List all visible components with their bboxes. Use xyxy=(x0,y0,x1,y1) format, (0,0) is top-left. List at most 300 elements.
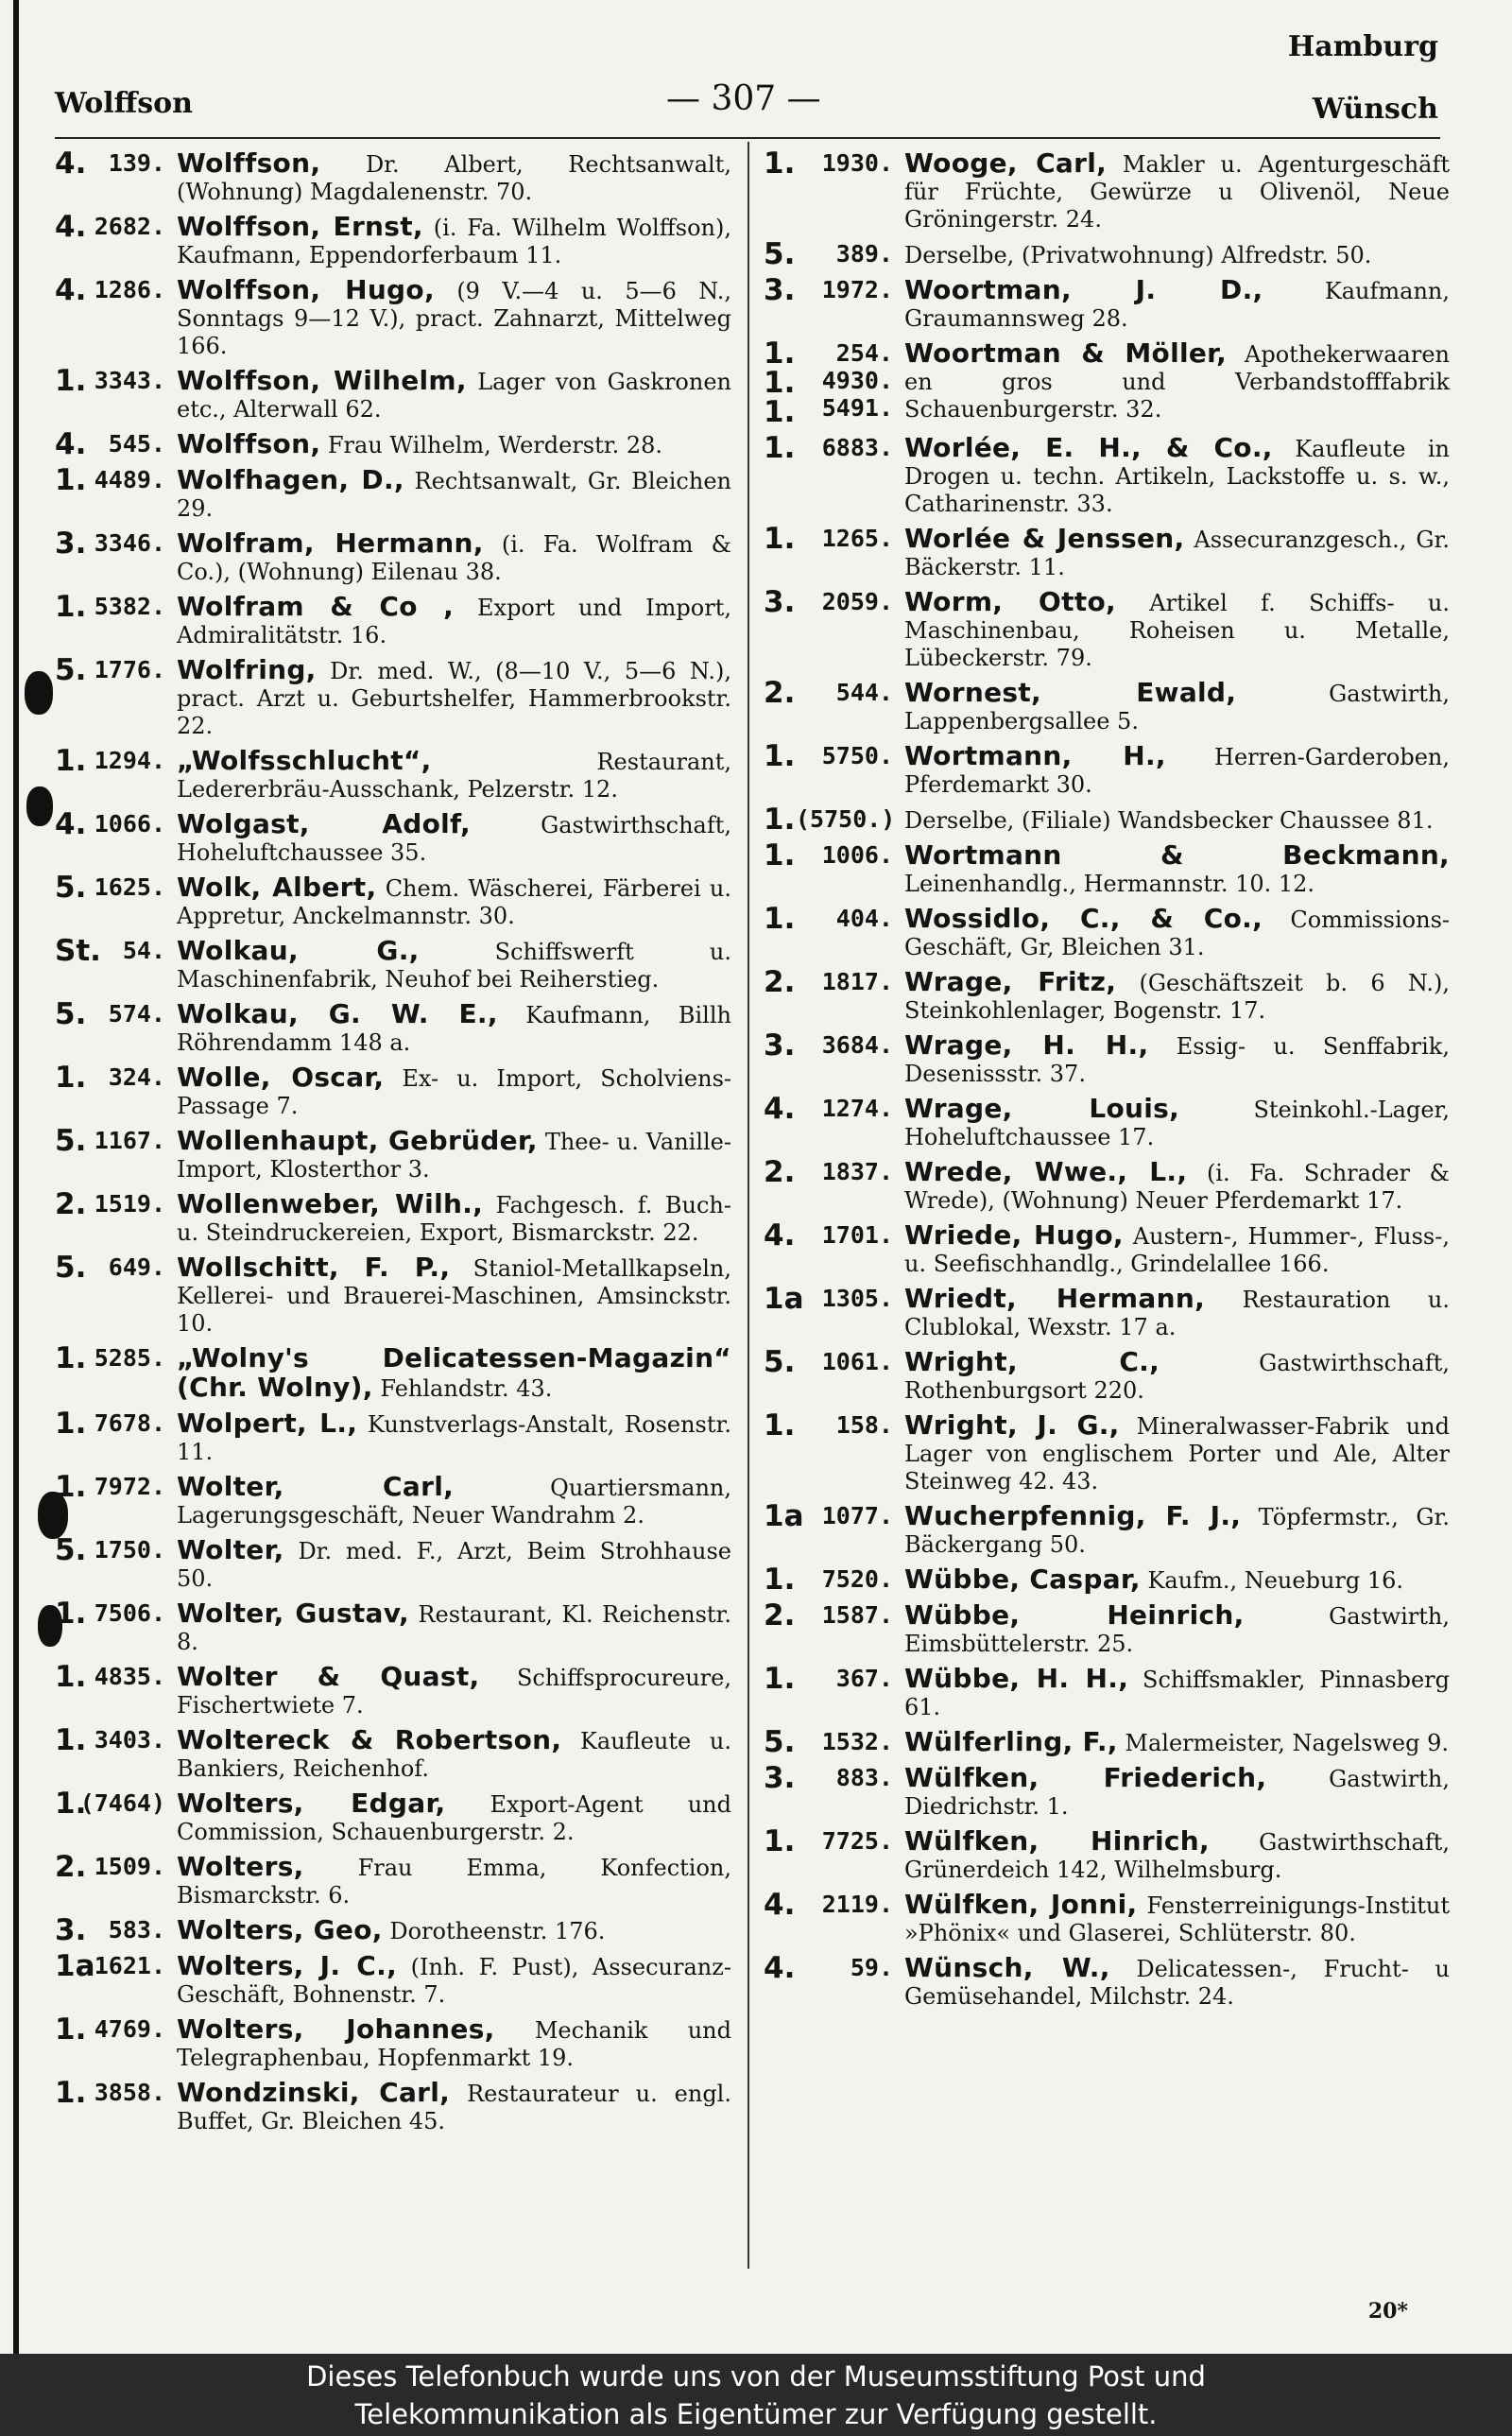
directory-entry xyxy=(55,1470,731,1529)
exchange-code: 1. xyxy=(764,1408,796,1443)
entry-text xyxy=(904,1348,1450,1405)
entry-text xyxy=(904,1954,1450,2011)
entry-name: Wolfring, xyxy=(177,654,317,685)
entry-details: Gastwirthschaft, Grünerdeich 142, Wilhelmsburg. xyxy=(904,1829,1450,1883)
entry-name: Worm, Otto, xyxy=(904,586,1116,617)
entry-name: Wolter & Quast, xyxy=(177,1661,480,1692)
directory-entry xyxy=(55,427,731,461)
phone-number: 1286. xyxy=(94,276,165,303)
phone-number: 1294. xyxy=(94,747,165,774)
exchange-code: 4. xyxy=(764,1888,796,1922)
directory-entry xyxy=(55,1124,731,1183)
phone-number: 5750. xyxy=(821,742,893,769)
directory-entry xyxy=(764,1499,1450,1559)
entry-text xyxy=(177,1726,731,1783)
phone-number: 1532. xyxy=(821,1728,893,1755)
directory-entry xyxy=(55,2076,731,2135)
entry-name: Wright, C., xyxy=(904,1346,1160,1377)
entry-name: Wübbe, H. H., xyxy=(904,1663,1129,1694)
directory-entry xyxy=(764,1951,1450,2011)
phone-number: 5382. xyxy=(94,593,165,620)
entry-text xyxy=(177,1473,731,1529)
exchange-code: St. xyxy=(55,934,101,968)
entry-text xyxy=(177,1000,731,1057)
entry-details: (9 V.—4 u. 5—6 N., Sonntags 9—12 V.), pract. Zahnarzt, Mittelweg 166. xyxy=(177,278,731,359)
phone-number: 883. xyxy=(835,1764,893,1791)
footer-line-2: Telekommunikation als Eigentümer zur Verfügung gestellt. xyxy=(354,2398,1158,2430)
entry-text xyxy=(904,339,1450,423)
exchange-code: 5. xyxy=(764,1725,796,1759)
phone-number: 2119. xyxy=(821,1891,893,1918)
entry-details: Restauration u. Clublokal, Wexstr. 17 a. xyxy=(904,1287,1450,1340)
entry-name: Wolters, J. C., xyxy=(177,1950,398,1981)
directory-entry xyxy=(764,339,1450,427)
exchange-code: 2. xyxy=(764,676,796,710)
entry-details: Herren-Garderoben, Pferdemarkt 30. xyxy=(904,744,1450,798)
entry-details: Kaufmann, Graumannsweg 28. xyxy=(904,278,1450,332)
entry-text xyxy=(177,1344,731,1403)
entry-details: Töpfermstr., Gr. Bäckergang 50. xyxy=(904,1504,1450,1558)
entry-name: Wolters, xyxy=(177,1851,304,1882)
phone-number: 583. xyxy=(108,1916,165,1944)
phone-number: 7506. xyxy=(94,1599,165,1627)
entry-name: Wübbe, Caspar, xyxy=(904,1564,1141,1595)
entry-name: Wolffson, xyxy=(177,147,321,179)
entry-name: Worlée & Jenssen, xyxy=(904,523,1185,554)
phone-number: 54. xyxy=(122,937,165,964)
entry-text xyxy=(177,810,731,867)
exchange-code: 3. xyxy=(55,1913,87,1947)
entry-details: Fensterreinigungs-Institut »Phönix« und Glaserei, Schlüterstr. 80. xyxy=(904,1892,1450,1946)
entry-details: Export und Import, Admiralitätstr. 16. xyxy=(177,595,731,648)
entry-name: Wolffson, Hugo, xyxy=(177,274,435,305)
exchange-code: 1. xyxy=(55,1660,87,1694)
exchange-code: 4. xyxy=(55,427,87,461)
page-binding-edge xyxy=(13,0,19,2354)
directory-entry xyxy=(764,431,1450,518)
exchange-code: 1. xyxy=(764,1662,796,1696)
entry-name: Wolkau, G., xyxy=(177,935,420,966)
footer-line-1: Dieses Telefonbuch wurde uns von der Museumsstiftung Post und xyxy=(306,2360,1206,2393)
exchange-code: 5. xyxy=(55,1251,87,1285)
entry-name: Wrage, Fritz, xyxy=(904,966,1117,997)
exchange-code: 3. xyxy=(764,1028,796,1063)
phone-number: 3684. xyxy=(821,1031,893,1059)
header-last-entry: Wünsch xyxy=(1312,93,1438,126)
entry-text xyxy=(904,679,1450,735)
exchange-code: 5. xyxy=(55,653,87,687)
entry-name: Wolter, xyxy=(177,1534,284,1565)
exchange-code: 4. xyxy=(764,1092,796,1126)
phone-number: 7520. xyxy=(821,1565,893,1593)
directory-entry xyxy=(764,1408,1450,1495)
entry-text xyxy=(904,1891,1450,1947)
exchange-code: 1. 1. 1. xyxy=(764,337,796,429)
exchange-code: 1a xyxy=(55,1949,95,1983)
entry-name: Wrage, H. H., xyxy=(904,1029,1149,1061)
entry-text xyxy=(177,1916,731,1945)
directory-entry xyxy=(764,1598,1450,1658)
entry-name: Wooge, Carl, xyxy=(904,147,1108,179)
header-first-entry: Wolffson xyxy=(55,87,193,120)
entry-text xyxy=(177,1599,731,1656)
entry-details: Frau Wilhelm, Werderstr. 28. xyxy=(327,432,663,458)
entry-details: Kaufleute in Drogen u. techn. Artikeln, Lackstoffe u. s. w., Catharinenstr. 33. xyxy=(904,436,1450,517)
phone-number: 254. 4930. 5491. xyxy=(821,339,893,422)
exchange-code: 2. xyxy=(55,1850,87,1884)
exchange-code: 1. xyxy=(764,522,796,556)
entry-details: Commissions-Geschäft, Gr, Bleichen 31. xyxy=(904,907,1450,960)
exchange-code: 5. xyxy=(55,997,87,1031)
entry-text xyxy=(904,588,1450,672)
entry-text xyxy=(904,1158,1450,1215)
exchange-code: 4. xyxy=(55,210,87,244)
entry-name: Wolkau, G. W. E., xyxy=(177,998,498,1029)
entry-details: Kaufm., Neueburg 16. xyxy=(1147,1567,1404,1594)
phone-number: 3858. xyxy=(94,2079,165,2106)
exchange-code: 1. xyxy=(55,1407,87,1441)
exchange-code: 1. xyxy=(55,1787,87,1821)
entry-name: Wolgast, Adolf, xyxy=(177,808,471,839)
exchange-code: 3. xyxy=(764,1761,796,1795)
entry-name: Wriede, Hugo, xyxy=(904,1219,1124,1251)
directory-entry xyxy=(764,522,1450,581)
entry-name: Woortman & Möller, xyxy=(904,337,1228,369)
entry-details: Kaufmann, Billh Röhrendamm 148 a. xyxy=(177,1002,731,1056)
entry-name: Wollenhaupt, Gebrüder, xyxy=(177,1125,538,1156)
entry-text xyxy=(904,276,1450,333)
entry-text xyxy=(177,1063,731,1120)
entry-text xyxy=(904,1827,1450,1884)
entry-details: Restaurant, Kl. Reichenstr. 8. xyxy=(177,1601,731,1655)
directory-entry xyxy=(55,1949,731,2009)
directory-entry xyxy=(764,273,1450,333)
entry-name: Wortmann, H., xyxy=(904,740,1166,771)
entry-details: Dr. med. W., (8—10 V., 5—6 N.), pract. Arzt u. Geburtshelfer, Hammerbrookstr. 22. xyxy=(177,658,731,739)
exchange-code: 2. xyxy=(764,1598,796,1633)
directory-entry xyxy=(764,1662,1450,1721)
entry-details: Derselbe, (Filiale) Wandsbecker Chaussee 81. xyxy=(904,807,1434,834)
entry-text xyxy=(904,1728,1450,1757)
exchange-code: 4. xyxy=(55,147,87,181)
exchange-code: 5. xyxy=(764,237,796,271)
entry-name: Wünsch, W., xyxy=(904,1952,1110,1983)
entry-details: Export-Agent und Commission, Schauenburgerstr. 2. xyxy=(177,1791,731,1845)
entry-details: Rechtsanwalt, Gr. Bleichen 29. xyxy=(177,468,731,522)
entry-details: Restaurant, Ledererbräu-Ausschank, Pelzerstr. 12. xyxy=(177,749,731,803)
column-divider xyxy=(747,142,749,2269)
entry-details: Gastwirth, Lappenbergsallee 5. xyxy=(904,681,1450,734)
entry-details: Kaufleute u. Bankiers, Reichenhof. xyxy=(177,1728,731,1782)
entry-text xyxy=(904,1502,1450,1559)
entry-text xyxy=(904,1411,1450,1495)
directory-entry xyxy=(764,1282,1450,1341)
phone-number: 1587. xyxy=(821,1601,893,1629)
directory-entry xyxy=(764,1028,1450,1088)
entry-text xyxy=(177,213,731,269)
entry-text xyxy=(904,149,1450,233)
entry-name: Wolter, Gustav, xyxy=(177,1598,409,1629)
phone-number: 1750. xyxy=(94,1536,165,1564)
entry-details: Fehlandstr. 43. xyxy=(380,1375,553,1402)
entry-name: Wriedt, Hermann, xyxy=(904,1283,1206,1314)
exchange-code: 3. xyxy=(55,527,87,561)
entry-text xyxy=(177,873,731,930)
exchange-code: 1. xyxy=(764,803,796,837)
entry-name: Wolfram & Co , xyxy=(177,591,455,622)
entry-details: Makler u. Agenturgeschäft für Früchte, Gewürze u Olivenöl, Neue Gröningerstr. 24. xyxy=(904,151,1450,233)
entry-name: Wrage, Louis, xyxy=(904,1093,1180,1124)
directory-entry xyxy=(764,1888,1450,1947)
entry-text xyxy=(904,805,1450,835)
entry-text xyxy=(177,1952,731,2009)
entry-text xyxy=(177,1536,731,1593)
entry-text xyxy=(904,1095,1450,1151)
directory-entry xyxy=(55,1533,731,1593)
entry-text xyxy=(177,593,731,649)
entry-name: Wollschitt, F. P., xyxy=(177,1252,451,1283)
entry-details: Assecuranzgesch., Gr. Bäckerstr. 11. xyxy=(904,527,1450,580)
directory-entry xyxy=(55,149,731,206)
directory-entry xyxy=(55,463,731,523)
phone-number: 158. xyxy=(835,1411,893,1439)
entry-name: Wülfken, Jonni, xyxy=(904,1889,1138,1920)
entry-name: Wolffson, Ernst, xyxy=(177,211,423,242)
entry-name: Wolk, Albert, xyxy=(177,872,377,903)
entry-name: Wolfhagen, D., xyxy=(177,464,404,495)
entry-text xyxy=(177,1409,731,1466)
exchange-code: 1. xyxy=(55,463,87,497)
phone-number: 139. xyxy=(108,149,165,177)
phone-number: 6883. xyxy=(821,434,893,461)
exchange-code: 4. xyxy=(764,1951,796,1985)
entry-text xyxy=(177,1789,731,1846)
entry-name: „Wolny's Delicatessen-Magazin“ (Chr. Wolny), xyxy=(177,1342,731,1403)
entry-details: Apothekerwaaren en gros und Verbandstofffabrik Schauenburgerstr. 32. xyxy=(904,341,1450,423)
exchange-code: 4. xyxy=(764,1218,796,1253)
entry-text xyxy=(904,1665,1450,1721)
entry-text xyxy=(177,276,731,360)
directory-entry xyxy=(764,739,1450,799)
entry-name: Wolpert, L., xyxy=(177,1408,358,1439)
entry-details: Restaurateur u. engl. Buffet, Gr. Bleichen 45. xyxy=(177,2081,731,2134)
directory-entry xyxy=(55,1850,731,1909)
exchange-code: 2. xyxy=(764,1155,796,1189)
entry-name: „Wolfsschlucht“, xyxy=(177,745,432,776)
entry-details: Staniol-Metallkapseln, Kellerei- und Brauerei-Maschinen, Amsinckstr. 10. xyxy=(177,1255,731,1337)
entry-details: Gastwirthschaft, Hoheluftchaussee 35. xyxy=(177,812,731,866)
phone-number: 7678. xyxy=(94,1409,165,1437)
exchange-code: 1. xyxy=(55,364,87,398)
entry-name: Wrede, Wwe., L., xyxy=(904,1156,1188,1187)
right-column xyxy=(764,149,1450,2017)
directory-entry xyxy=(55,1723,731,1783)
entry-details: Essig- u. Senffabrik, Desenissstr. 37. xyxy=(904,1033,1450,1087)
exchange-code: 1. xyxy=(55,1470,87,1504)
phone-number: 404. xyxy=(835,905,893,932)
directory-entry xyxy=(55,744,731,803)
entry-text xyxy=(904,1285,1450,1341)
exchange-code: 1. xyxy=(55,2013,87,2047)
entry-name: Wossidlo, C., & Co., xyxy=(904,903,1263,934)
phone-number: 2682. xyxy=(94,213,165,240)
entry-details: Kunstverlags-Anstalt, Rosenstr. 11. xyxy=(177,1411,731,1465)
directory-entry xyxy=(55,1660,731,1719)
exchange-code: 2. xyxy=(55,1187,87,1221)
exchange-code: 3. xyxy=(764,273,796,307)
entry-text xyxy=(904,905,1450,961)
entry-details: Leinenhandlg., Hermannstr. 10. 12. xyxy=(904,871,1315,897)
entry-details: Ex- u. Import, Scholviens-Passage 7. xyxy=(177,1065,732,1119)
phone-number: 574. xyxy=(108,1000,165,1028)
directory-entry xyxy=(55,210,731,269)
header-rule xyxy=(55,137,1440,139)
entry-text xyxy=(904,968,1450,1025)
entry-name: Wülfken, Hinrich, xyxy=(904,1825,1210,1857)
entry-text xyxy=(904,1221,1450,1278)
phone-number: 545. xyxy=(108,430,165,458)
entry-details: (Inh. F. Pust), Assecuranz-Geschäft, Bohnenstr. 7. xyxy=(177,1954,731,2008)
phone-number: 324. xyxy=(108,1063,165,1091)
entry-text xyxy=(177,1190,731,1247)
entry-details: Schiffswerft u. Maschinenfabrik, Neuhof bei Reiherstieg. xyxy=(177,939,731,993)
directory-entry xyxy=(55,1409,731,1466)
directory-entry xyxy=(55,997,731,1057)
entry-details: Delicatessen-, Frucht- u Gemüsehandel, Milchstr. 24. xyxy=(904,1956,1450,2010)
entry-name: Woortman, J. D., xyxy=(904,274,1263,305)
entry-text xyxy=(177,937,731,993)
phone-number: 1006. xyxy=(821,841,893,869)
directory-entry xyxy=(55,364,731,423)
entry-details: Lager von Gaskronen etc., Alterwall 62. xyxy=(177,369,731,423)
phone-number: 4489. xyxy=(94,466,165,493)
phone-number: 1837. xyxy=(821,1158,893,1185)
exchange-code: 1. xyxy=(764,431,796,465)
phone-number: 7725. xyxy=(821,1827,893,1855)
entry-details: Chem. Wäscherei, Färberei u. Appretur, Anckelmannstr. 30. xyxy=(177,875,731,929)
directory-entry xyxy=(55,2015,731,2072)
entry-name: Wolfram, Hermann, xyxy=(177,527,484,559)
entry-text xyxy=(177,656,731,740)
entry-details: (Geschäftszeit b. 6 N.), Steinkohlenlager, Bogenstr. 17. xyxy=(904,970,1450,1024)
entry-text xyxy=(177,149,731,206)
directory-entry xyxy=(764,1761,1450,1821)
exchange-code: 1. xyxy=(764,739,796,773)
phone-number: 367. xyxy=(835,1665,893,1692)
phone-number: 1066. xyxy=(94,810,165,838)
entry-details: Gastwirth, Eimsbüttelerstr. 25. xyxy=(904,1603,1450,1657)
entry-details: Austern-, Hummer-, Fluss-, u. Seefischhandlg., Grindelallee 166. xyxy=(904,1223,1450,1277)
exchange-code: 1. xyxy=(764,902,796,936)
phone-number: 1167. xyxy=(94,1127,165,1154)
entry-text xyxy=(177,2015,731,2072)
directory-entry xyxy=(764,838,1450,898)
entry-name: Wucherpfennig, F. J., xyxy=(904,1500,1242,1531)
entry-details: Mineralwasser-Fabrik und Lager von englischem Porter und Ale, Alter Steinweg 42. 43. xyxy=(904,1413,1450,1494)
exchange-code: 4. xyxy=(55,807,87,841)
entry-name: Wondzinski, Carl, xyxy=(177,2077,451,2108)
signature-mark: 20* xyxy=(1367,2299,1408,2324)
entry-text xyxy=(177,747,731,803)
entry-details: Thee- u. Vanille-Import, Klosterthor 3. xyxy=(177,1129,731,1183)
phone-number: 1776. xyxy=(94,656,165,683)
entry-details: Schiffsprocureure, Fischertwiete 7. xyxy=(177,1665,731,1719)
exchange-code: 1. xyxy=(55,744,87,778)
directory-entry xyxy=(764,1218,1450,1278)
exchange-code: 1. xyxy=(764,1824,796,1858)
entry-name: Wolters, Edgar, xyxy=(177,1788,446,1819)
entry-text xyxy=(177,367,731,423)
page-number: — 307 — xyxy=(666,79,821,118)
entry-name: Wornest, Ewald, xyxy=(904,677,1237,708)
entry-name: Wollenweber, Wilh., xyxy=(177,1188,484,1219)
entry-text xyxy=(177,2079,731,2135)
phone-number: 1930. xyxy=(821,149,893,177)
directory-entry xyxy=(764,965,1450,1025)
phone-number: 389. xyxy=(835,240,893,268)
directory-entry xyxy=(764,1092,1450,1151)
exchange-code: 1. xyxy=(764,838,796,872)
phone-number: 1077. xyxy=(821,1502,893,1529)
exchange-code: 5. xyxy=(55,1124,87,1158)
phone-number: (7464) xyxy=(79,1789,165,1817)
entry-text xyxy=(904,1031,1450,1088)
entry-text xyxy=(904,841,1450,898)
phone-number: 1621. xyxy=(94,1952,165,1979)
phone-number: 1625. xyxy=(94,873,165,901)
entry-details: (i. Fa. Wilhelm Wolffson), Kaufmann, Eppendorferbaum 11. xyxy=(177,215,731,268)
exchange-code: 1. xyxy=(55,1723,87,1757)
phone-number: 1701. xyxy=(821,1221,893,1249)
exchange-code: 3. xyxy=(764,585,796,619)
directory-entry xyxy=(55,1341,731,1403)
directory-entry xyxy=(55,1253,731,1338)
left-column xyxy=(55,149,731,2142)
exchange-code: 4. xyxy=(55,273,87,307)
phone-number: (5750.) xyxy=(796,805,896,833)
ink-blot xyxy=(25,671,53,715)
entry-details: Dorotheenstr. 176. xyxy=(389,1918,606,1944)
directory-entry xyxy=(764,1155,1450,1215)
phone-number: 1061. xyxy=(821,1348,893,1375)
entry-details: Artikel f. Schiffs- u. Maschinenbau, Roheisen u. Metalle, Lübeckerstr. 79. xyxy=(904,590,1450,671)
exchange-code: 1. xyxy=(55,2076,87,2110)
entry-details: Malermeister, Nagelsweg 9. xyxy=(1125,1730,1450,1756)
directory-entry xyxy=(55,590,731,649)
entry-text xyxy=(904,240,1450,269)
entry-text xyxy=(904,1565,1450,1595)
directory-entry xyxy=(55,1913,731,1947)
exchange-code: 1. xyxy=(55,1341,87,1375)
entry-text xyxy=(904,1601,1450,1658)
phone-number: 3403. xyxy=(94,1726,165,1754)
directory-entry xyxy=(55,273,731,360)
exchange-code: 2. xyxy=(764,965,796,999)
entry-details: Gastwirthschaft, Rothenburgsort 220. xyxy=(904,1350,1450,1404)
exchange-code: 1. xyxy=(764,1563,796,1597)
phone-number: 7972. xyxy=(94,1473,165,1500)
directory-entry xyxy=(764,805,1450,835)
entry-details: Fachgesch. f. Buch- u. Steindruckereien, Export, Bismarckstr. 22. xyxy=(177,1192,731,1246)
directory-entry xyxy=(764,1824,1450,1884)
directory-entry xyxy=(55,873,731,930)
phone-number: 59. xyxy=(850,1954,893,1981)
directory-entry xyxy=(764,1345,1450,1405)
entry-text xyxy=(904,434,1450,518)
entry-details: Mechanik und Telegraphenbau, Hopfenmarkt 19. xyxy=(177,2017,731,2071)
entry-details: (i. Fa. Schrader & Wrede), (Wohnung) Neuer Pferdemarkt 17. xyxy=(904,1160,1450,1214)
entry-details: Schiffsmakler, Pinnasberg 61. xyxy=(904,1667,1450,1720)
